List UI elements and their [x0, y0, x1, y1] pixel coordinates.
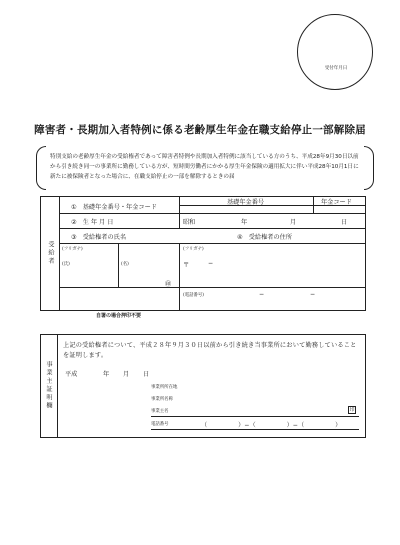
basic-number-input[interactable]: [191, 205, 311, 213]
postal-mark: 〒: [183, 262, 190, 269]
bracket-right: [364, 146, 374, 190]
dob-year: 年: [241, 219, 248, 226]
furigana-label-2: (フリガナ): [183, 247, 204, 252]
bracket-left: [36, 146, 46, 190]
dob-month: 月: [290, 219, 297, 226]
office-name-label: 事業所名称: [151, 397, 173, 402]
address-input[interactable]: [191, 269, 361, 285]
postal-dash: −: [208, 260, 214, 267]
applicant-section: [40, 196, 366, 311]
furigana-label-1: (フリガナ): [62, 247, 83, 252]
dob-era: 昭和: [183, 219, 196, 226]
name-label: ③ 受給権者の氏名: [71, 234, 127, 241]
cert-date-day: 日: [143, 371, 150, 378]
employer-seal-box: 印: [349, 407, 355, 413]
seal-mark: ㊞: [165, 281, 172, 288]
pension-code-input[interactable]: [316, 205, 364, 213]
given-name-label: (名): [121, 262, 129, 267]
form-title: 障害者・長期加入者特例に係る老齢厚生年金在職支給停止一部解除届: [34, 124, 366, 136]
cert-date-year: 年: [103, 371, 110, 378]
employer-section: [40, 334, 366, 438]
phone-dash-2: −: [310, 291, 316, 298]
employer-statement: 上記の受給権者について、平成２８年９月３０日以前から引き続き当事業所において勤務していることを証明します。: [63, 342, 357, 359]
cert-date-month: 月: [123, 371, 130, 378]
note-box: [36, 146, 374, 190]
phone-dash-1: −: [259, 291, 265, 298]
employer-phone-label: 電話番号: [151, 422, 169, 427]
cert-date-era: 平成: [65, 371, 78, 378]
note-text: 特別支給の老齢厚生年金の受給権者であって障害者特例や長期加入者特例に該当している方のうち、平成28年9月30日以前から引き続き同一の事業所に勤務している方が、短時間労働者にかかる厚生年金保険の適用拡大に伴い平成28年10月1日に新たに被保険者となった場合に、在職支給停止の一部を解除するときの届: [50, 154, 359, 180]
dob-label: ② 生 年 月 日: [71, 219, 114, 226]
basic-number-header: 基礎年金番号: [227, 199, 265, 206]
basic-number-label: ① 基礎年金番号・年金コード: [71, 204, 157, 211]
surname-label: (氏): [62, 262, 70, 267]
phone-label: (電話番号): [183, 293, 204, 298]
pension-code-header: 年金コード: [321, 199, 352, 206]
employer-section-label: 事業主証明欄: [45, 361, 52, 411]
received-date-stamp: [297, 14, 373, 90]
office-address-label: 事業所所在地: [151, 385, 178, 390]
dob-day: 日: [341, 219, 348, 226]
address-label: ④ 受給権者の住所: [237, 234, 293, 241]
employer-phone-format: （ ）−（ ）−（ ）: [201, 422, 342, 429]
sign-note: 自署の場合押印不要: [96, 313, 142, 319]
applicant-section-label: 受給者: [47, 241, 54, 266]
owner-name-label: 事業主名: [151, 409, 169, 414]
stamp-label: 受付年月日: [324, 66, 348, 71]
